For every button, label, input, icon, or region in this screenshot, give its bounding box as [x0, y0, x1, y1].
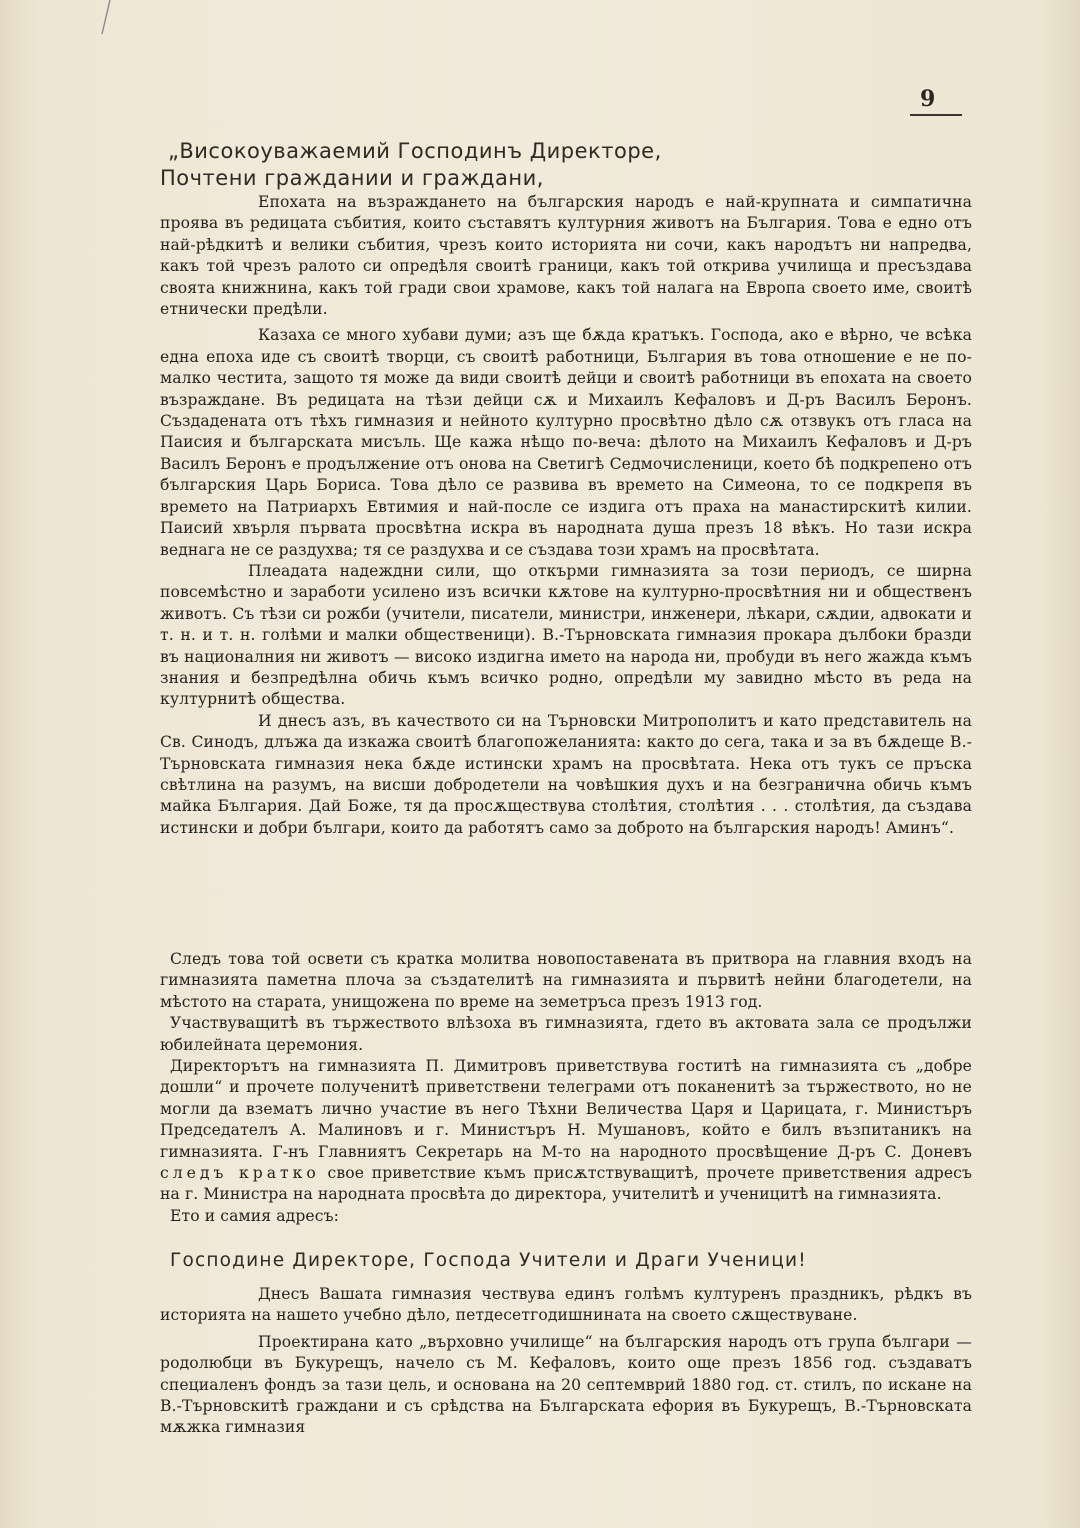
address-paragraph-2: Проектирана като „върховно училище“ на българския народъ отъ група българи — родолюбци въ Букурещъ, начело съ М. Кефаловъ, които още презъ 1856 год. създаватъ специаленъ фондъ за тази цель, и основана на 20 септемврий 1880 год. ст. стилъ, по искане на В.-Търновскитѣ граждани и съ срѣдства на Българската ефория въ Букурещъ, В.-Търновската мѫжка гимназия [160, 1332, 972, 1437]
speech-paragraph-1: Епохата на възраждането на българския народъ е най-крупната и симпатична проява въ редицата събития, които съставятъ културния животъ на България. Това е едно отъ най-рѣдкитѣ и велики събития, чрезъ които историята ни сочи, какъ народътъ ни напредва, какъ той чрезъ ралото си опредѣля своитѣ граници, какъ той открива училища и пресъздава своята книжнина, какъ той гради свои храмове, какъ той налага на Европа своето име, своитѣ етнически предѣли. [160, 193, 972, 319]
address-heading: Господине Директоре, Господа Учители и Драги Ученици! [170, 1250, 807, 1271]
narrative-paragraph-4: Ето и самия адресъ: [170, 1206, 339, 1225]
narrative-paragraph-1: Следъ това той освети съ кратка молитва новопоставената въ притвора на главния входъ на гимназията паметна плоча за създателитѣ на гимназията и първитѣ нейни благодетели, на мѣстото на старата, унищожена по време на земетръса презъ 1913 год. [160, 950, 972, 1011]
narrative-spaced-words: следъ кратко [160, 1164, 320, 1183]
narrative-paragraph-3-end: свое приветствие къмъ присѫтствуващитѣ, прочете приветствения адресъ на г. Министра на народната просвѣта до директора, учителитѣ и ученицитѣ на гимназията. [160, 1164, 973, 1204]
greeting-line-1: „Високоуважаемий Господинъ Директоре, [168, 139, 662, 163]
page-number: 9 [920, 86, 936, 112]
speech-paragraph-2: Казаха се много хубави думи; азъ ще бѫда кратъкъ. Господа, ако е вѣрно, че всѣка една епоха иде съ своитѣ творци, съ своитѣ работници, България въ това отношение е не по-малко честита, защото тя може да види своитѣ дейци и своитѣ работници въ епохата на своето възраждане. Въ редицата на тѣзи дейци сѫ и Михаилъ Кефаловъ и Д-ръ Василъ Беронъ. Създадената отъ тѣхъ гимназия и нейното културно просвѣтно дѣло сѫ отзвукъ отъ гласа на Паисия и българската мисъль. Ще кажа нѣщо по-веча: дѣлото на Михаилъ Кефаловъ и Д-ръ Василъ Беронъ е продължение отъ онова на Светигѣ Седмочисленици, което бѣ подкрепено отъ българския Царь Бориса. Това дѣло се развива въ времето на Симеона, то се подкрепя въ времето на Патриархъ Евтимия и най-после се издига отъ праха на манастирскитѣ килии. Паисий хвърля първата просвѣтна искра въ народната душа презъ 18 вѣкъ. Но тази искра веднага не се раздухва; тя се раздухва и се създава този храмъ на просвѣтата. [160, 326, 972, 559]
narrative-paragraph-3-start: Директорътъ на гимназията П. Димитровъ приветствува гоститѣ на гимназията съ „добре дошли“ и прочете полученитѣ приветствени телеграми отъ поканенитѣ за тържеството, но не могли да взематъ лично участие въ него Тѣхни Величества Царя и Царицата, г. Министъръ Председателъ А. Малиновъ и г. Министъръ Н. Мушановъ, който е билъ възпитаникъ на гимназията. Г-нъ Главниятъ Секретарь на М-то на народното просвѣщение Д-ръ С. Доневъ [160, 1057, 972, 1161]
page-number-underline [910, 114, 962, 116]
address-section [160, 1248, 972, 1439]
speech-paragraph-3: Плеадата надеждни сили, що откърми гимназията за този периодъ, се ширна повсемѣстно и заработи усилено изъ всички кѫтове на културно-просвѣтния ни и общественъ животъ. Съ тѣзи си рожби (учители, писатели, министри, инженери, лѣкари, сѫдии, адвокати и т. н. и т. н. голѣми и малки общественици). В.-Търновската гимназия прокара дълбоки бразди въ националния ни животъ — високо издигна името на народа ни, пробуди въ него жажда къмъ знания и безпредѣлна обичь къмъ всичко родно, опредѣли му завидно мѣсто въ реда на културнитѣ общества. [160, 561, 972, 709]
speech-paragraph-4: И днесъ азъ, въ качеството си на Търновски Митрополитъ и като представитель на Св. Синодъ, длъжа да изкажа своитѣ благопожеланията: както до сега, така и за въ бѫдеще В.-Търновската гимназия нека бѫде истински храмъ на просвѣтата. Нека отъ тукъ се пръска свѣтлина на разумъ, на висши добродетели на човѣшкия духъ и на безгранична обичь къмъ майка България. Дай Боже, тя да просѫществува столѣтия, столѣтия . . . столѣтия, да създава истински и добри българи, които да работятъ само за доброто на българския народъ! Аминъ“. [160, 711, 972, 837]
greeting-line-2: Почтени граждании и граждани, [160, 166, 544, 190]
narrative-paragraph-3 [160, 1056, 972, 1206]
address-paragraph-1: Днесъ Вашата гимназия чествува единъ голѣмъ културенъ праздникъ, рѣдкъ въ историята на нашето учебно дѣло, петдесетгодишнината на своето сѫществуване. [160, 1285, 972, 1325]
pencil-mark [96, 0, 118, 36]
speech-section [160, 138, 972, 839]
narrative-paragraph-2: Участвуващитѣ въ тържеството влѣзоха въ гимназията, гдето въ актовата зала се продължи юбилейната церемония. [160, 1014, 972, 1054]
narrative-section [160, 949, 972, 1227]
